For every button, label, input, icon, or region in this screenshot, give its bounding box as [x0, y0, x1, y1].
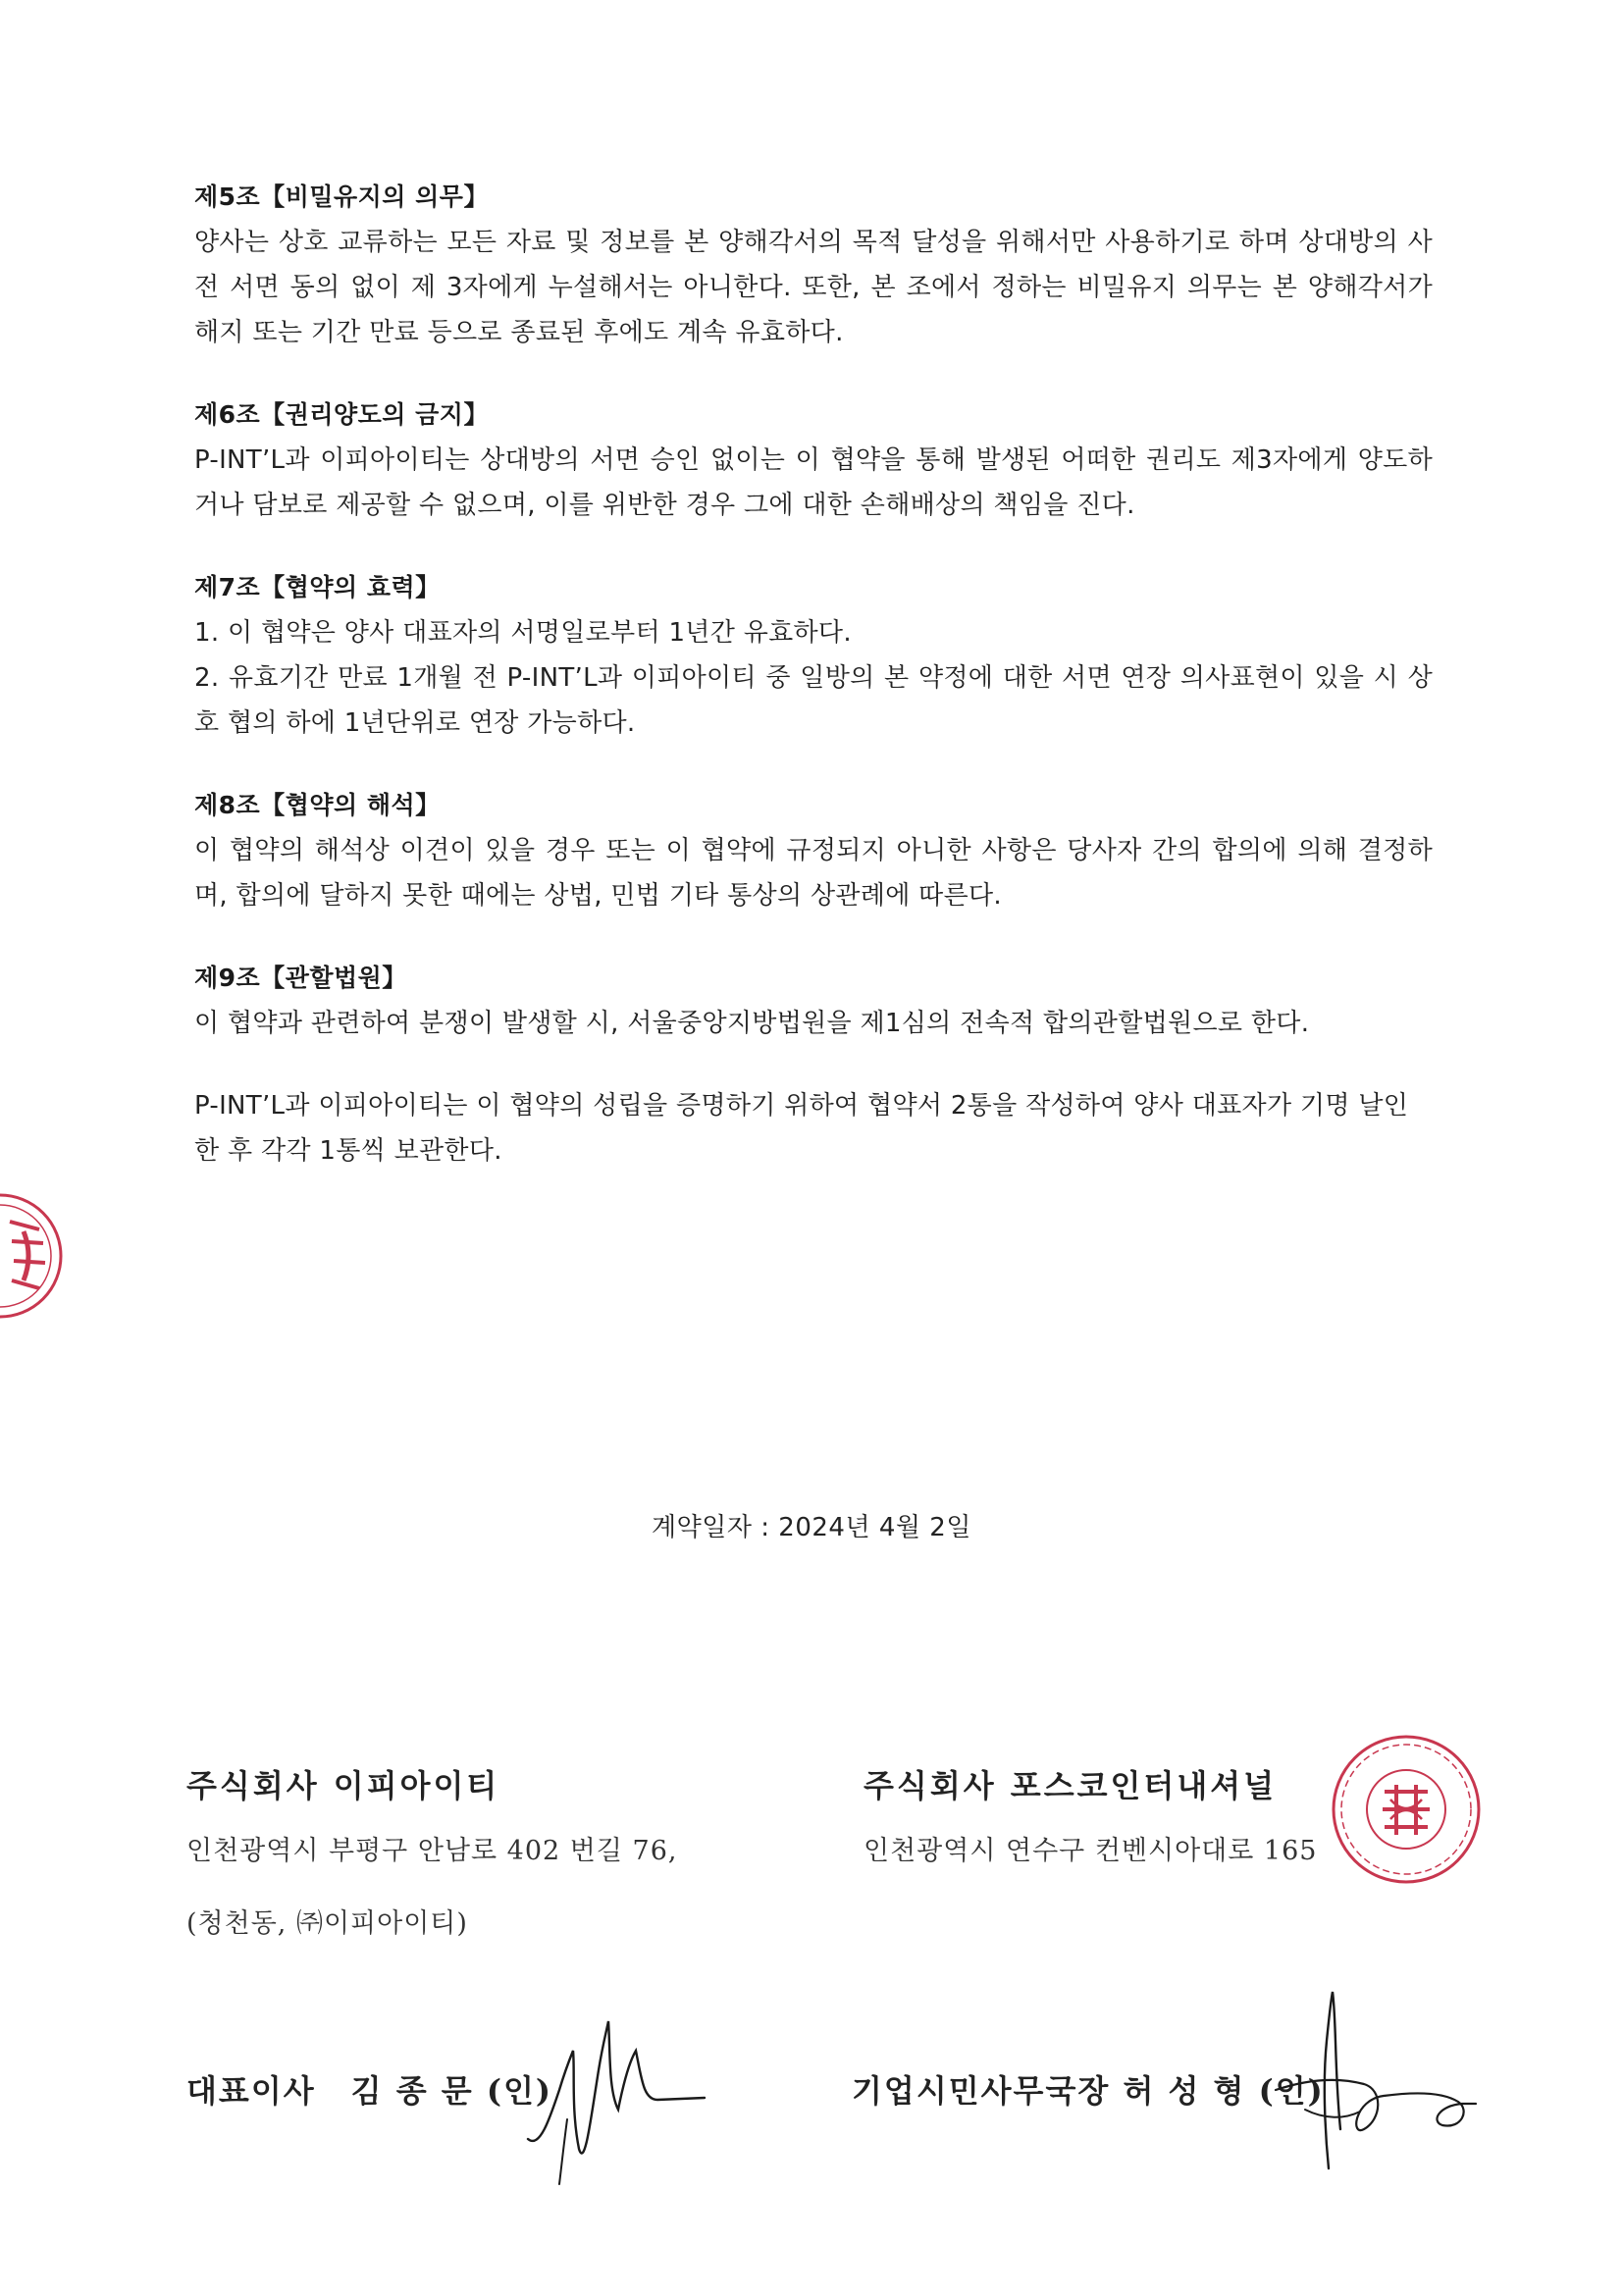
- article-paragraph: 양사는 상호 교류하는 모든 자료 및 정보를 본 양해각서의 목적 달성을 위해서만 사용하기로 하며 상대방의 사전 서면 동의 없이 제 3자에게 누설해서는 아니한다. 또한, 본 조에서 정하는 비밀유지 의무는 본 양해각서가 해지 또는 기간 만료 등으로 종료된 후에도 계속 유효하다.: [194, 228, 1433, 347]
- party-address: 인천광역시 부평구 안남로 402 번길 76,: [186, 1836, 678, 1866]
- article-6: [194, 392, 1433, 528]
- representative-right: [852, 2066, 1325, 2112]
- article-title: 제9조【관할법원】: [194, 964, 407, 992]
- article-paragraph: 이 협약의 해석상 이견이 있을 경우 또는 이 협약에 규정되지 아니한 사항은 당사자 간의 합의에 의해 결정하며, 합의에 달하지 못한 때에는 상법, 민법 기타 통상의 상관례에 따른다.: [194, 836, 1433, 911]
- article-body: [194, 828, 1433, 918]
- signature-left: [520, 2002, 716, 2188]
- contract-body: [194, 175, 1433, 1174]
- representative-left: [186, 2066, 552, 2112]
- article-7: [194, 565, 1433, 746]
- corporate-seal-right: [1328, 1731, 1485, 1888]
- article-paragraph: 이 협약과 관련하여 분쟁이 발생할 시, 서울중앙지방법원을 제1심의 전속적 합의관할법원으로 한다.: [194, 1009, 1310, 1038]
- article-title: 제8조【협약의 해석】: [194, 791, 441, 819]
- article-paragraph: 1. 이 협약은 양사 대표자의 서명일로부터 1년간 유효하다.: [194, 618, 852, 648]
- rep-name: 허 성 형: [1123, 2072, 1246, 2110]
- rep-name: 김 종 문: [350, 2072, 474, 2110]
- party-address: 인천광역시 연수구 컨벤시아대로 165: [864, 1836, 1318, 1866]
- rep-title: 대표이사: [186, 2072, 316, 2110]
- seal-mark: (인): [1258, 2072, 1325, 2110]
- closing-statement: P-INT’L과 이피아이티는 이 협약의 성립을 증명하기 위하여 협약서 2통을 작성하여 양사 대표자가 기명 날인한 후 각각 1통씩 보관한다.: [194, 1091, 1409, 1166]
- article-9: [194, 956, 1433, 1046]
- article-title: 제7조【협약의 효력】: [194, 573, 441, 601]
- article-title: 제5조【비밀유지의 의무】: [194, 183, 489, 211]
- rep-title: 기업시민사무국장: [852, 2072, 1111, 2110]
- article-8: [194, 783, 1433, 918]
- signature-right: [1266, 1982, 1482, 2178]
- party-name: 주식회사 이피아이티: [186, 1767, 500, 1804]
- party-address: (청천동, ㈜이피아이티): [186, 1908, 468, 1939]
- article-5: [194, 175, 1433, 355]
- party-name: 주식회사 포스코인터내셔널: [864, 1767, 1278, 1804]
- article-paragraph: P-INT’L과 이피아이티는 상대방의 서면 승인 없이는 이 협약을 통해 발생된 어떠한 권리도 제3자에게 양도하거나 담보로 제공할 수 없으며, 이를 위반한 경우 그에 대한 손해배상의 책임을 진다.: [194, 445, 1433, 520]
- article-body: [194, 220, 1433, 355]
- article-body: [194, 1001, 1433, 1046]
- party-left: [186, 1758, 775, 1958]
- seal-mark: (인): [486, 2072, 553, 2110]
- article-body: [194, 438, 1433, 528]
- partial-seal-left: [0, 1182, 69, 1330]
- article-title: 제6조【권리양도의 금지】: [194, 400, 489, 429]
- contract-date: 계약일자 : 2024년 4월 2일: [652, 1513, 971, 1542]
- article-paragraph: 2. 유효기간 만료 1개월 전 P-INT’L과 이피아이티 중 일방의 본 약정에 대한 서면 연장 의사표현이 있을 시 상호 협의 하에 1년단위로 연장 가능하다.: [194, 663, 1433, 738]
- article-body: [194, 610, 1433, 746]
